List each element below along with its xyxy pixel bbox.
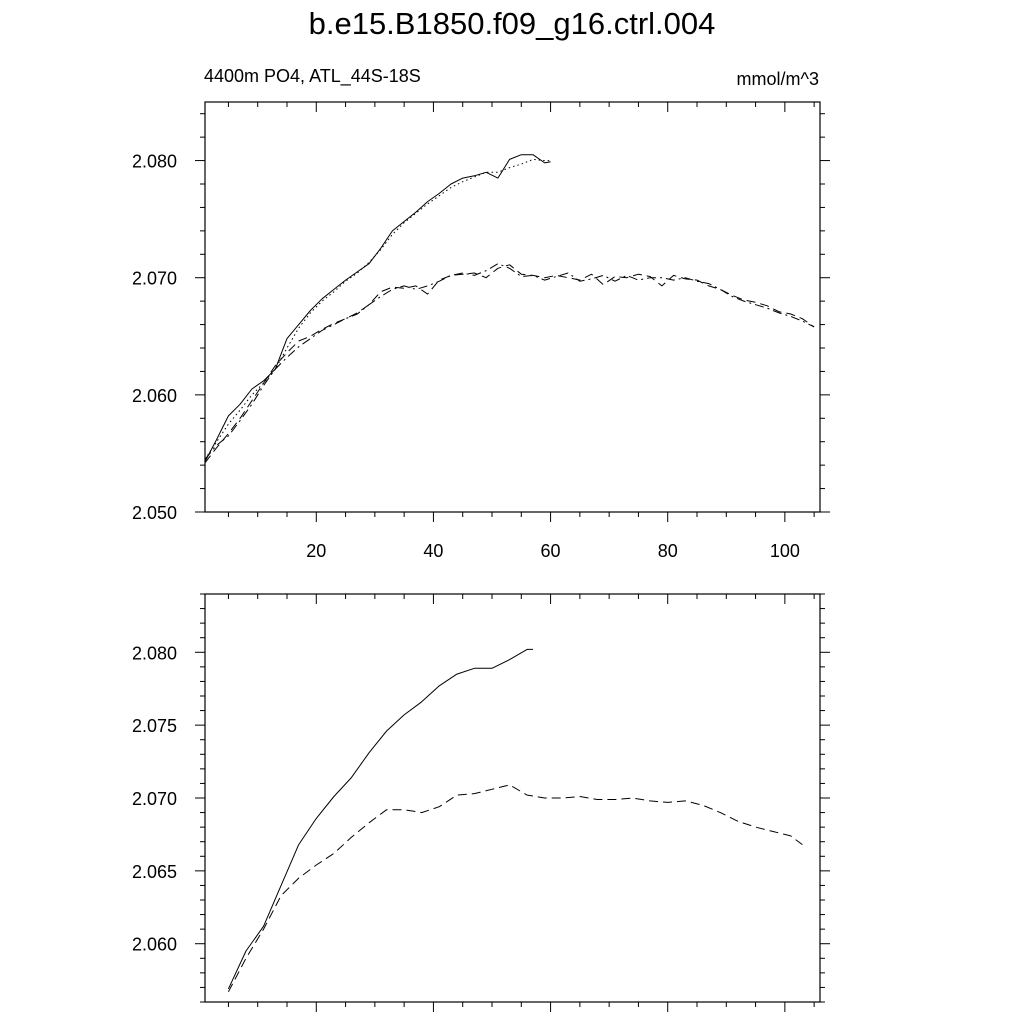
y-tick-label: 2.060	[131, 385, 177, 406]
y-tick-label: 2.050	[131, 503, 177, 523]
y-tick-label: 2.065	[131, 861, 177, 882]
y-tick-label: 2.080	[131, 643, 177, 664]
chart-title: b.e15.B1850.f09_g16.ctrl.004	[308, 6, 716, 41]
y-tick-label: 2.075	[131, 716, 177, 737]
series-line-dotted	[205, 159, 551, 459]
x-tick-label: 60	[540, 541, 561, 561]
y-tick-label: 2.080	[131, 151, 177, 172]
y-tick-label: 2.070	[131, 789, 177, 809]
series-line-solid	[228, 649, 533, 989]
x-tick-label: 80	[657, 541, 678, 561]
x-tick-label: 20	[306, 541, 327, 561]
plot-frame	[205, 102, 820, 512]
subtitle-variable-region: 4400m PO4, ATL_44S-18S	[204, 66, 421, 86]
series-line-dashed	[228, 785, 802, 992]
top-panel	[132, 102, 830, 561]
bottom-panel	[132, 594, 830, 1012]
y-tick-label: 2.070	[131, 268, 177, 289]
x-tick-label: 100	[769, 541, 800, 561]
series-line-dashed	[205, 265, 814, 463]
series-line-dashdot	[205, 264, 814, 460]
plot-frame	[205, 594, 820, 1002]
series-line-solid	[205, 155, 551, 462]
x-tick-label: 40	[423, 541, 444, 561]
subtitle-units: mmol/m^3	[736, 69, 819, 89]
y-tick-label: 2.060	[131, 934, 177, 955]
